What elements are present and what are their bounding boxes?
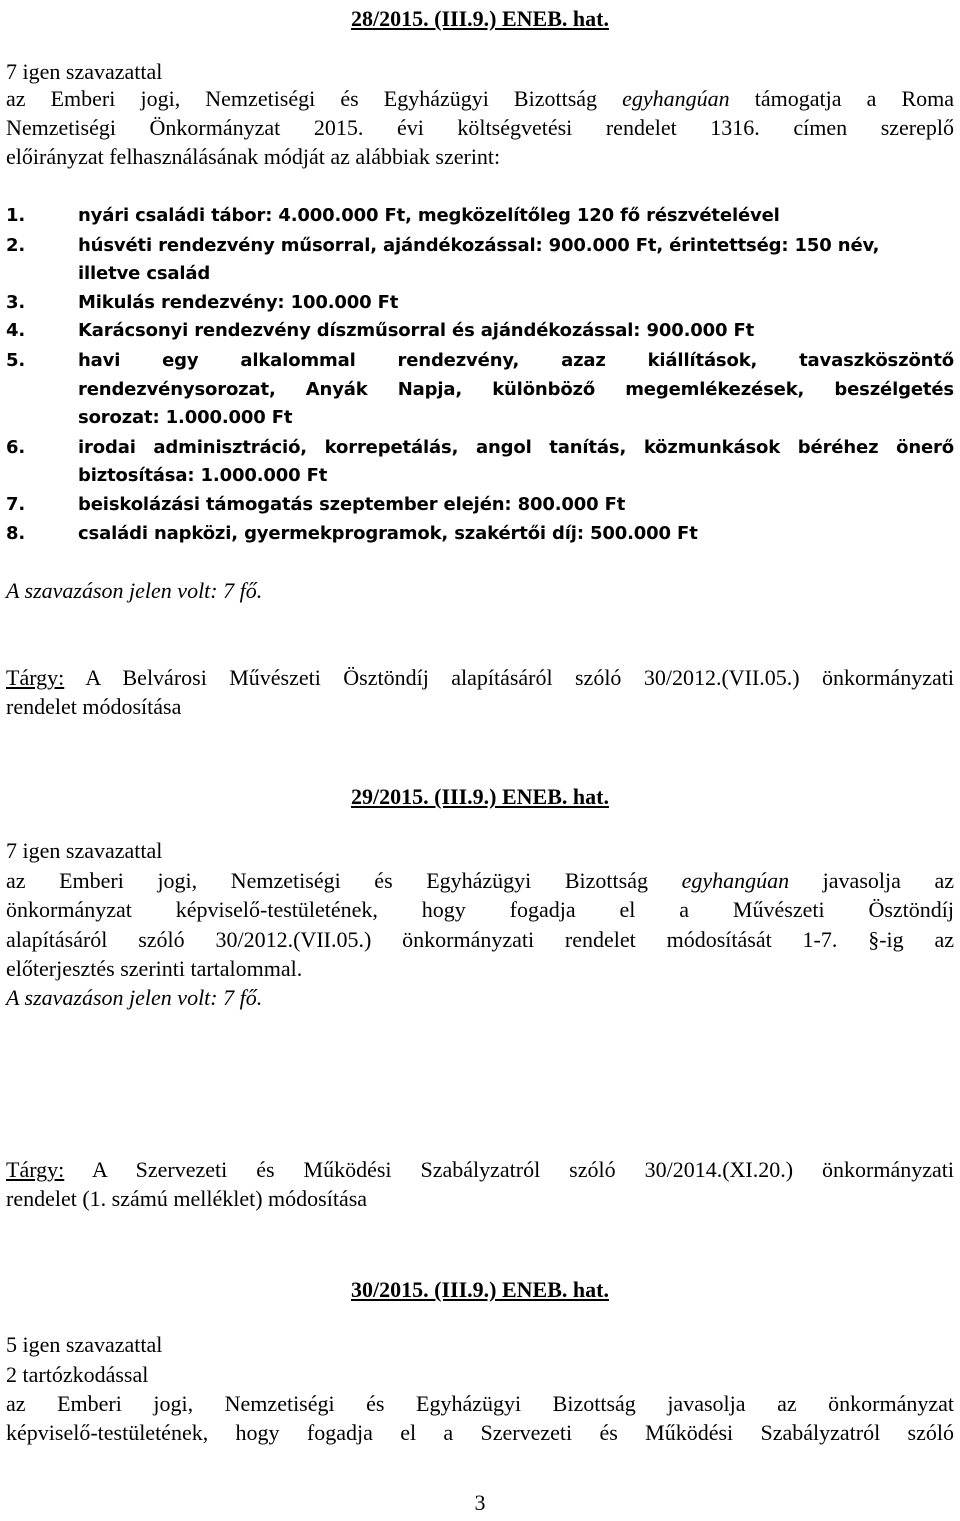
resolution-text-line: az Emberi jogi, Nemzetiségi és Egyházügyi Bizottság egyhangúan javasolja az bbox=[6, 868, 954, 893]
list-item: Karácsonyi rendezvény díszműsorral és ajándékozással: 900.000 Ft bbox=[78, 320, 755, 341]
list-item-continued: biztosítása: 1.000.000 Ft bbox=[78, 465, 328, 486]
attendance-note: A szavazáson jelen volt: 7 fő. bbox=[6, 985, 263, 1010]
subject-label: Tárgy: bbox=[6, 665, 65, 690]
subject-line: Tárgy: A Szervezeti és Működési Szabályzatról szóló 30/2014.(XI.20.) önkormányzati bbox=[6, 1157, 954, 1182]
abstain-count: 2 tartózkodással bbox=[6, 1362, 149, 1387]
vote-count: 5 igen szavazattal bbox=[6, 1332, 163, 1357]
resolution-text-line: előterjesztés szerinti tartalommal. bbox=[6, 956, 303, 981]
list-number: 2. bbox=[6, 235, 26, 256]
list-number: 8. bbox=[6, 523, 26, 544]
page-number: 3 bbox=[474, 1490, 486, 1515]
vote-count: 7 igen szavazattal bbox=[6, 59, 163, 84]
list-number: 6. bbox=[6, 437, 26, 458]
resolution-text-line: az Emberi jogi, Nemzetiségi és Egyházügyi Bizottság egyhangúan támogatja a Roma bbox=[6, 86, 954, 111]
resolution-text-line: képviselő-testületének, hogy fogadja el a Szervezeti és Működési Szabályzatról szóló bbox=[6, 1420, 954, 1445]
resolution-text-line: Nemzetiségi Önkormányzat 2015. évi költségvetési rendelet 1316. címen szereplő bbox=[6, 115, 954, 140]
list-item: beiskolázási támogatás szeptember elején: 800.000 Ft bbox=[78, 494, 626, 515]
list-number: 1. bbox=[6, 205, 26, 226]
list-item: Mikulás rendezvény: 100.000 Ft bbox=[78, 292, 399, 313]
resolution-number: 30/2015. (III.9.) ENEB. hat. bbox=[351, 1277, 609, 1302]
vote-count: 7 igen szavazattal bbox=[6, 838, 163, 863]
resolution-text-line: előirányzat felhasználásának módját az alábbiak szerint: bbox=[6, 144, 501, 169]
list-item-continued: illetve család bbox=[78, 263, 211, 284]
attendance-note: A szavazáson jelen volt: 7 fő. bbox=[6, 578, 263, 603]
list-item-continued: rendezvénysorozat, Anyák Napja, különböző megemlékezések, beszélgetés bbox=[78, 379, 954, 400]
list-item: nyári családi tábor: 4.000.000 Ft, megközelítőleg 120 fő részvételével bbox=[78, 205, 780, 226]
resolution-text-line: alapításáról szóló 30/2012.(VII.05.) önkormányzati rendelet módosítását 1-7. §-ig az bbox=[6, 927, 954, 952]
resolution-number: 29/2015. (III.9.) ENEB. hat. bbox=[351, 784, 609, 809]
list-number: 7. bbox=[6, 494, 26, 515]
resolution-number: 28/2015. (III.9.) ENEB. hat. bbox=[351, 6, 609, 31]
subject-label: Tárgy: bbox=[6, 1157, 65, 1182]
resolution-text-line: az Emberi jogi, Nemzetiségi és Egyházügyi Bizottság javasolja az önkormányzat bbox=[6, 1391, 954, 1416]
list-item: családi napközi, gyermekprogramok, szakértői díj: 500.000 Ft bbox=[78, 523, 698, 544]
subject-line: Tárgy: A Belvárosi Művészeti Ösztöndíj alapításáról szóló 30/2012.(VII.05.) önkormányzati bbox=[6, 665, 954, 690]
list-item: húsvéti rendezvény műsorral, ajándékozással: 900.000 Ft, érintettség: 150 név, bbox=[78, 235, 880, 256]
subject-line-continued: rendelet módosítása bbox=[6, 694, 182, 719]
resolution-text-line: önkormányzat képviselő-testületének, hogy fogadja el a Művészeti Ösztöndíj bbox=[6, 897, 954, 922]
list-number: 5. bbox=[6, 350, 26, 371]
list-item: irodai adminisztráció, korrepetálás, angol tanítás, közmunkások béréhez önerő bbox=[78, 437, 954, 458]
list-item: havi egy alkalommal rendezvény, azaz kiállítások, tavaszköszöntő bbox=[78, 350, 954, 371]
subject-line-continued: rendelet (1. számú melléklet) módosítása bbox=[6, 1186, 368, 1211]
list-number: 4. bbox=[6, 320, 26, 341]
list-item-continued: sorozat: 1.000.000 Ft bbox=[78, 407, 293, 428]
list-number: 3. bbox=[6, 292, 26, 313]
